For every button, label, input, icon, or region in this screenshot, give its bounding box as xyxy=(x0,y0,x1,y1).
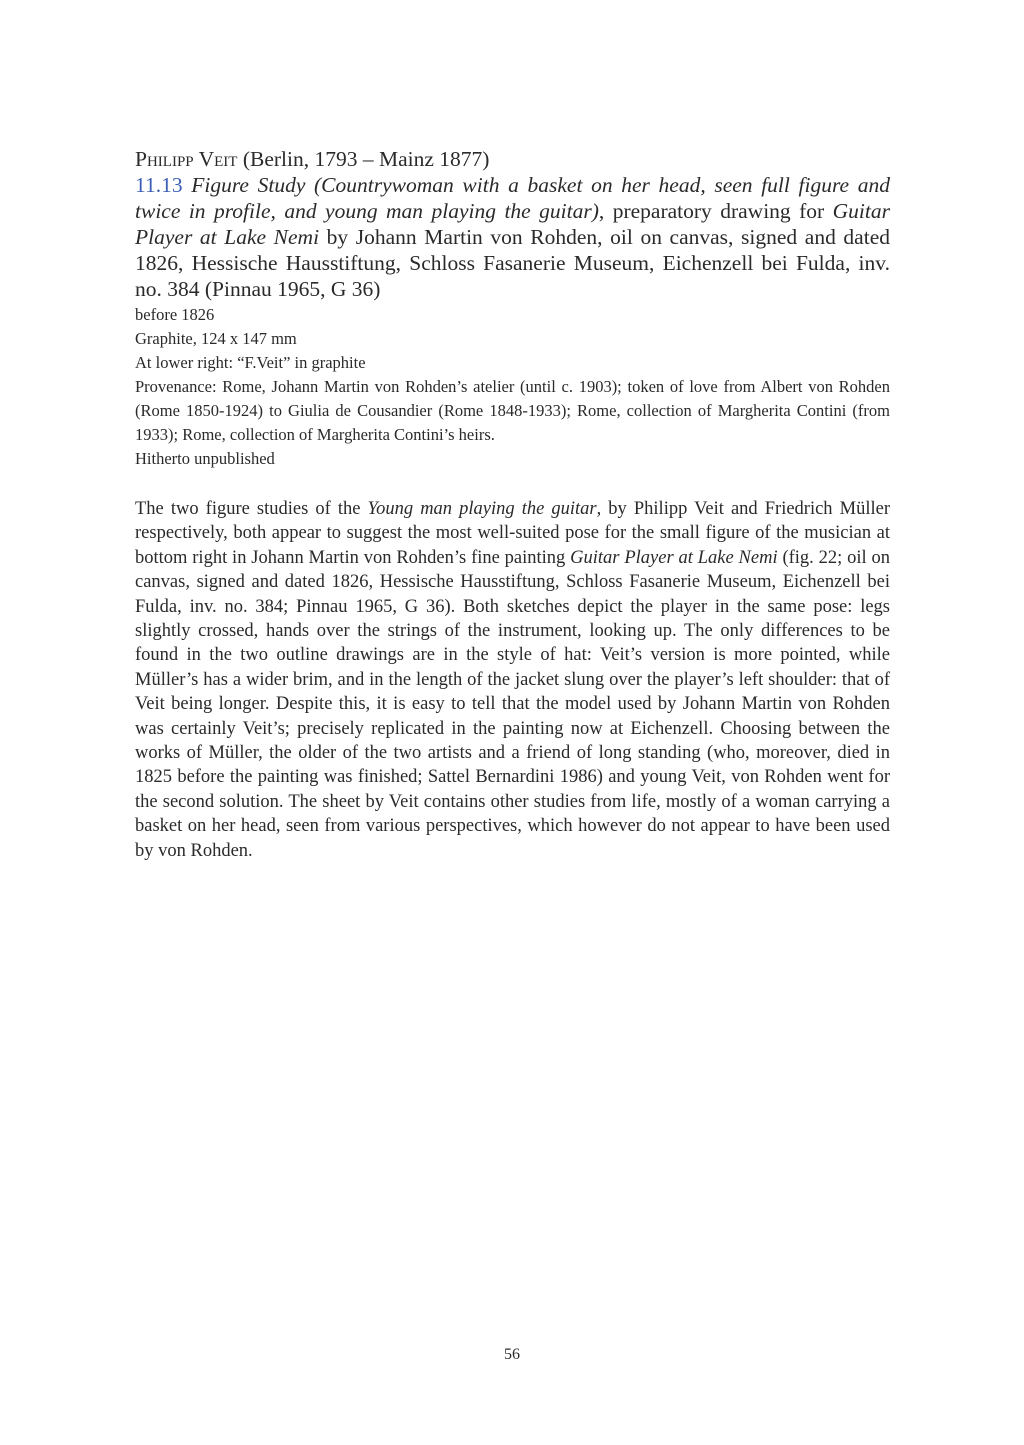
catalogue-page xyxy=(135,146,890,863)
essay-italic-title: Young man playing the guitar xyxy=(367,499,597,519)
essay-text: , by Philipp Veit and Friedrich Müller respectively, both appear to suggest the most well-suited pose for the small figure of the musician at bottom right in Johann Martin von Rohden’s fine painting xyxy=(135,499,890,568)
entry-metadata xyxy=(135,303,890,471)
work-title: Figure Study (Countrywoman with a basket on her head, seen full figure and twice in profile, and young man playing the guitar) xyxy=(135,173,890,223)
artist-dates: (Berlin, 1793 – Mainz 1877) xyxy=(237,147,490,171)
painting-details: by Johann Martin von Rohden, oil on canvas, signed and dated 1826, Hessische Hausstiftung, Schloss Fasanerie Museum, Eichenzell bei Fulda, inv. no. 384 (Pinnau 1965, G 36) xyxy=(135,225,890,301)
work-title-connector: , preparatory drawing for xyxy=(598,199,833,223)
artist-name: Philipp Veit xyxy=(135,147,238,171)
page-number: 56 xyxy=(504,1346,520,1363)
catalogue-number: 11.13 xyxy=(135,173,183,197)
work-inscription: At lower right: “F.Veit” in graphite xyxy=(135,353,366,372)
essay-text: The two figure studies of the xyxy=(135,499,368,519)
essay-italic-title: Guitar Player at Lake Nemi xyxy=(570,547,778,568)
painting-title: Guitar Player at Lake Nemi xyxy=(135,199,890,249)
entry-header xyxy=(135,146,890,302)
essay-text: (fig. 22; oil on canvas, signed and dated 1826, Hessische Hausstiftung, Schloss Fasanerie Museum, Eichenzell bei Fulda, inv. no. 384; Pinnau 1965, G 36). Both sketches depict the player in the same pose: legs slightly crossed, hands over the strings of the instrument, looking up. The only differences to be found in the two outline drawings are in the style of hat: Veit’s version is more pointed, while Müller’s has a wider brim, and in the length of the jacket slung over the player’s left shoulder: that of Veit being longer. Despite this, it is easy to tell that the model used by Johann Martin von Rohden was certainly Veit’s; precisely replicated in the painting now at Eichenzell. Choosing between the works of Müller, the older of the two artists and a friend of long standing (who, moreover, died in 1825 before the painting was finished; Sattel Bernardini 1986) and young Veit, von Rohden went for the second solution. The sheet by Veit contains other studies from life, mostly of a woman carrying a basket on her head, seen from various perspectives, which however do not appear to have been used by von Rohden. xyxy=(135,547,890,861)
work-publication: Hitherto unpublished xyxy=(135,449,275,468)
entry-title xyxy=(135,172,890,302)
artist-line xyxy=(135,146,890,172)
work-provenance: Provenance: Rome, Johann Martin von Rohden’s atelier (until c. 1903); token of love from Albert von Rohden (Rome 1850-1924) to Giulia de Cousandier (Rome 1848-1933); Rome, collection of Margherita Contini (from 1933); Rome, collection of Margherita Contini’s heirs. xyxy=(135,377,890,444)
work-medium: Graphite, 124 x 147 mm xyxy=(135,329,297,348)
essay-paragraph xyxy=(135,497,890,863)
work-date: before 1826 xyxy=(135,305,215,324)
